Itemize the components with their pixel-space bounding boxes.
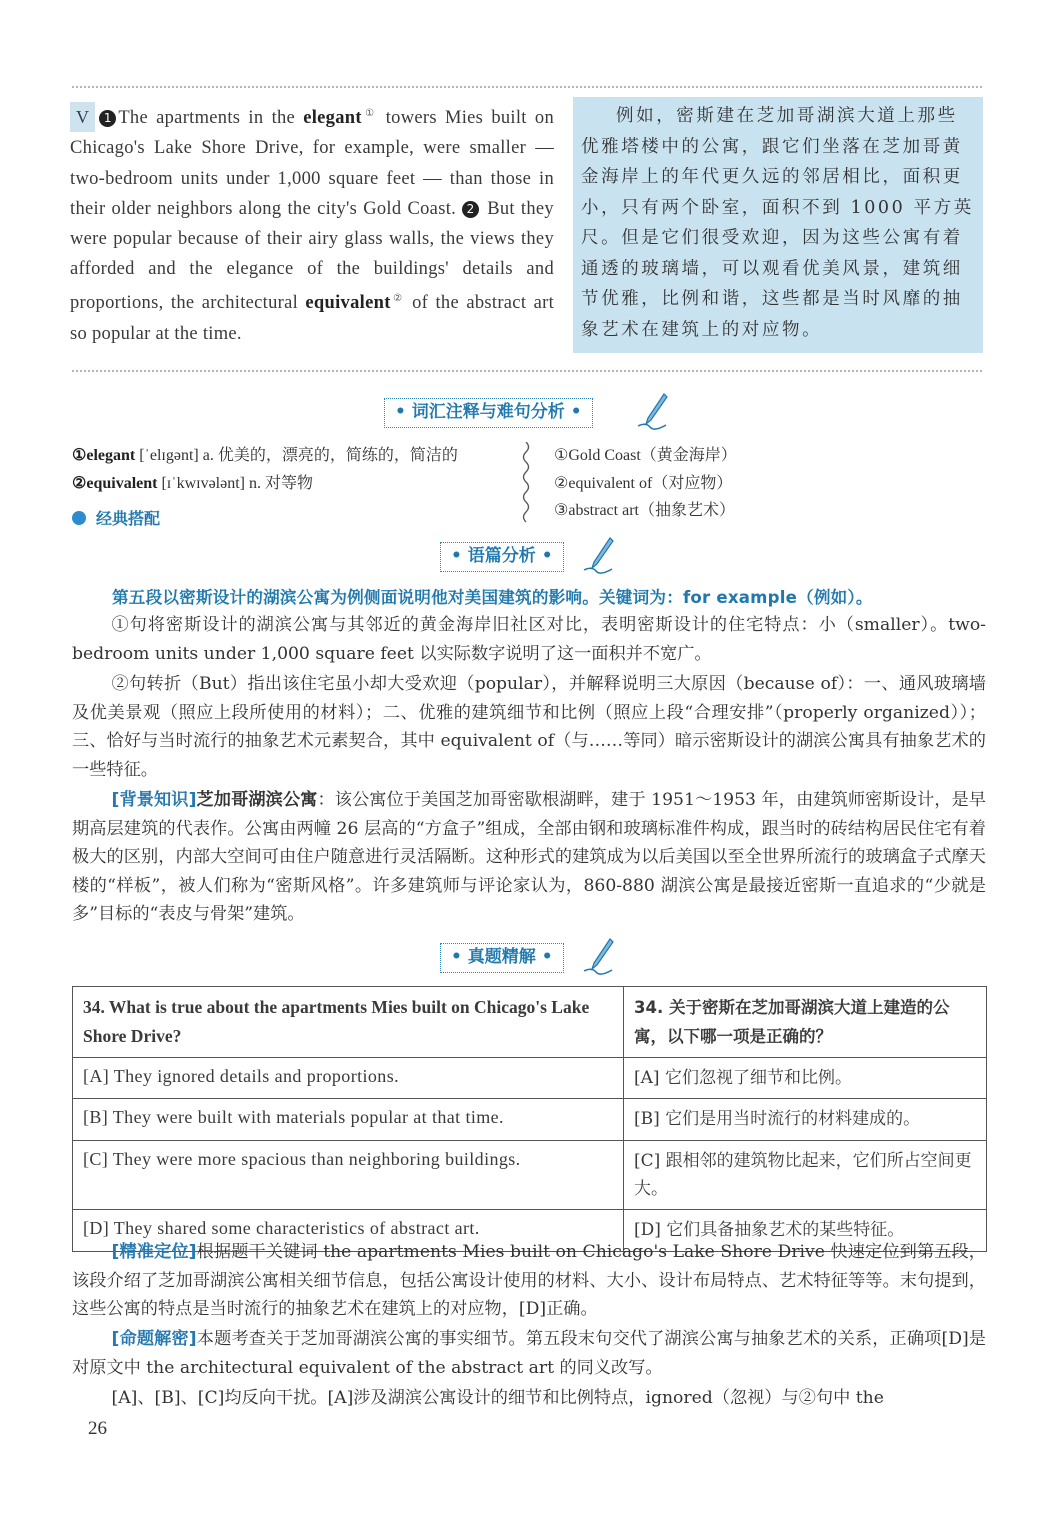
option-row: [73, 1099, 987, 1141]
collocation-1: ①Gold Coast（黄金海岸）: [554, 447, 737, 464]
question-zh: 34. 关于密斯在芝加哥湖滨大道上建造的公寓，以下哪一项是正确的？: [624, 987, 987, 1058]
option-b-zh: [B] 它们是用当时流行的材料建成的。: [624, 1099, 987, 1141]
pen-icon: [636, 392, 670, 430]
locate-label: [精准定位]: [111, 1242, 197, 1262]
wavy-divider: [520, 442, 532, 526]
collocation-2: ②equivalent of（对应物）: [554, 475, 733, 492]
option-row: [73, 1141, 987, 1210]
sentence-2-marker: 2: [462, 201, 479, 218]
distractor-paragraph: [A]、[B]、[C]均反向干扰。[A]涉及湖滨公寓设计的细节和比例特点，ignored（忽视）与②句中 the: [111, 1388, 884, 1408]
question-table: [72, 986, 987, 1252]
locate-paragraph: [精准定位]根据题干关键词 the apartments Mies built on Chicago's Lake Shore Drive 快速定位到第五段，该段介绍了芝加哥湖滨公寓相关细节信息，包括公寓设计使用的材料、大小、设计布局特点、艺术特征等等。末句提到，这些公寓的特点是当时流行的抽象艺术在建筑上的对应物，[D]正确。: [72, 1242, 986, 1320]
analysis-paragraph-2: ②句转折（But）指出该住宅虽小却大受欢迎（popular），并解释说明三大原因（because of）：一、通风玻璃墙及优美景观（照应上段所使用的材料）；二、优雅的建筑细节和比例（照应上段“合理安排”（properly organized））；三、恰好与当时流行的抽象艺术元素契合，其中 equivalent of（与……等同）暗示密斯设计的湖滨公寓具有抽象艺术的一些特征。: [72, 674, 986, 780]
chinese-translation: 例如，密斯建在芝加哥湖滨大道上那些优雅塔楼中的公寓，跟它们坐落在芝加哥黄金海岸上的年代更久远的邻居相比，面积更小，只有两个卧室，面积不到 1000 平方英尺。但是它们很受欢迎，因为这些公寓有着通透的玻璃墙，可以观看优美风景，建筑细节优雅，比例和谐，这些都是当时风靡的抽象艺术在建筑上的对应物。: [573, 97, 983, 353]
pen-icon: [582, 536, 616, 574]
exam-section-title: • 真题精解 •: [440, 943, 564, 973]
question-row: [73, 987, 987, 1058]
keyword-elegant: elegant: [303, 108, 362, 129]
pen-icon: [582, 937, 616, 975]
vocab-item-equivalent: ②equivalent [ɪˈkwɪvələnt] n. 对等物: [72, 475, 313, 492]
discourse-section-title: • 语篇分析 •: [440, 542, 564, 572]
secret-label: [命题解密]: [111, 1329, 197, 1349]
option-b-en: [B] They were built with materials popular at that time.: [73, 1099, 624, 1141]
page-number: 26: [88, 1418, 107, 1439]
vocab-item-elegant: ①elegant [ˈelɪgənt] a. 优美的，漂亮的，简练的，简洁的: [72, 447, 458, 464]
keyword-equivalent: equivalent: [305, 293, 391, 314]
option-c-en: [C] They were more spacious than neighboring buildings.: [73, 1141, 624, 1210]
option-a-zh: [A] 它们忽视了细节和比例。: [624, 1058, 987, 1099]
mid-divider: [72, 370, 982, 372]
sentence-1-marker: 1: [99, 110, 116, 127]
option-d-zh: [D] 它们具备抽象艺术的某些特征。: [624, 1210, 987, 1252]
vocab-section-title: • 词汇注释与难句分析 •: [384, 398, 593, 428]
section-marker: V: [70, 102, 95, 132]
english-passage: V 1 The apartments in the elegant① towers Mies built on Chicago's Lake Shore Drive, for example, were smaller — two-bedroom units under 1,000 square feet — than those in their older neighbors along the city's Gold Coast. 2 But they were popular because of their airy glass walls, the views they afforded and the elegance of the buildings' details and proportions, the architectural equivalent② of the abstract art so popular at the time.: [70, 99, 554, 349]
option-a-en: [A] They ignored details and proportions.: [73, 1058, 624, 1099]
classic-collocation-heading: 经典搭配: [72, 506, 160, 529]
discourse-topic: 第五段以密斯设计的湖滨公寓为例侧面说明他对美国建筑的影响。关键词为：for example（例如）。: [112, 588, 873, 607]
secret-paragraph: [命题解密]本题考查关于芝加哥湖滨公寓的事实细节。第五段末句交代了湖滨公寓与抽象艺术的关系，正确项[D]是对原文中 the architectural equivalent of the abstract art 的同义改写。: [72, 1329, 986, 1378]
question-en: 34. What is true about the apartments Mies built on Chicago's Lake Shore Drive?: [73, 987, 624, 1058]
background-paragraph: [背景知识]芝加哥湖滨公寓：该公寓位于美国芝加哥密歇根湖畔，建于 1951～1953 年，由建筑师密斯设计，是早期高层建筑的代表作。公寓由两幢 26 层高的“方盒子”组成，全部由钢和玻璃标准件构成，跟当时的砖结构居民住宅有着极大的区别，内部大空间可由住户随意进行灵活隔断。这种形式的建筑成为以后美国以至全世界所流行的玻璃盒子式摩天楼的“样板”，被人们称为“密斯风格”。许多建筑师与评论家认为，860-880 湖滨公寓是最接近密斯一直追求的“少就是多”目标的“表皮与骨架”建筑。: [72, 790, 986, 925]
option-d-en: [D] They shared some characteristics of abstract art.: [73, 1210, 624, 1252]
background-label: [背景知识]: [111, 790, 197, 810]
option-row: [73, 1058, 987, 1099]
bullet-icon: [72, 511, 86, 525]
analysis-paragraph-1: ①句将密斯设计的湖滨公寓与其邻近的黄金海岸旧社区对比，表明密斯设计的住宅特点：小（smaller）。two-bedroom units under 1,000 square feet 以实际数字说明了这一面积并不宽广。: [72, 615, 986, 664]
top-divider: [72, 86, 982, 88]
option-c-zh: [C] 跟相邻的建筑物比起来，它们所占空间更大。: [624, 1141, 987, 1210]
collocation-3: ③abstract art（抽象艺术）: [554, 502, 735, 519]
